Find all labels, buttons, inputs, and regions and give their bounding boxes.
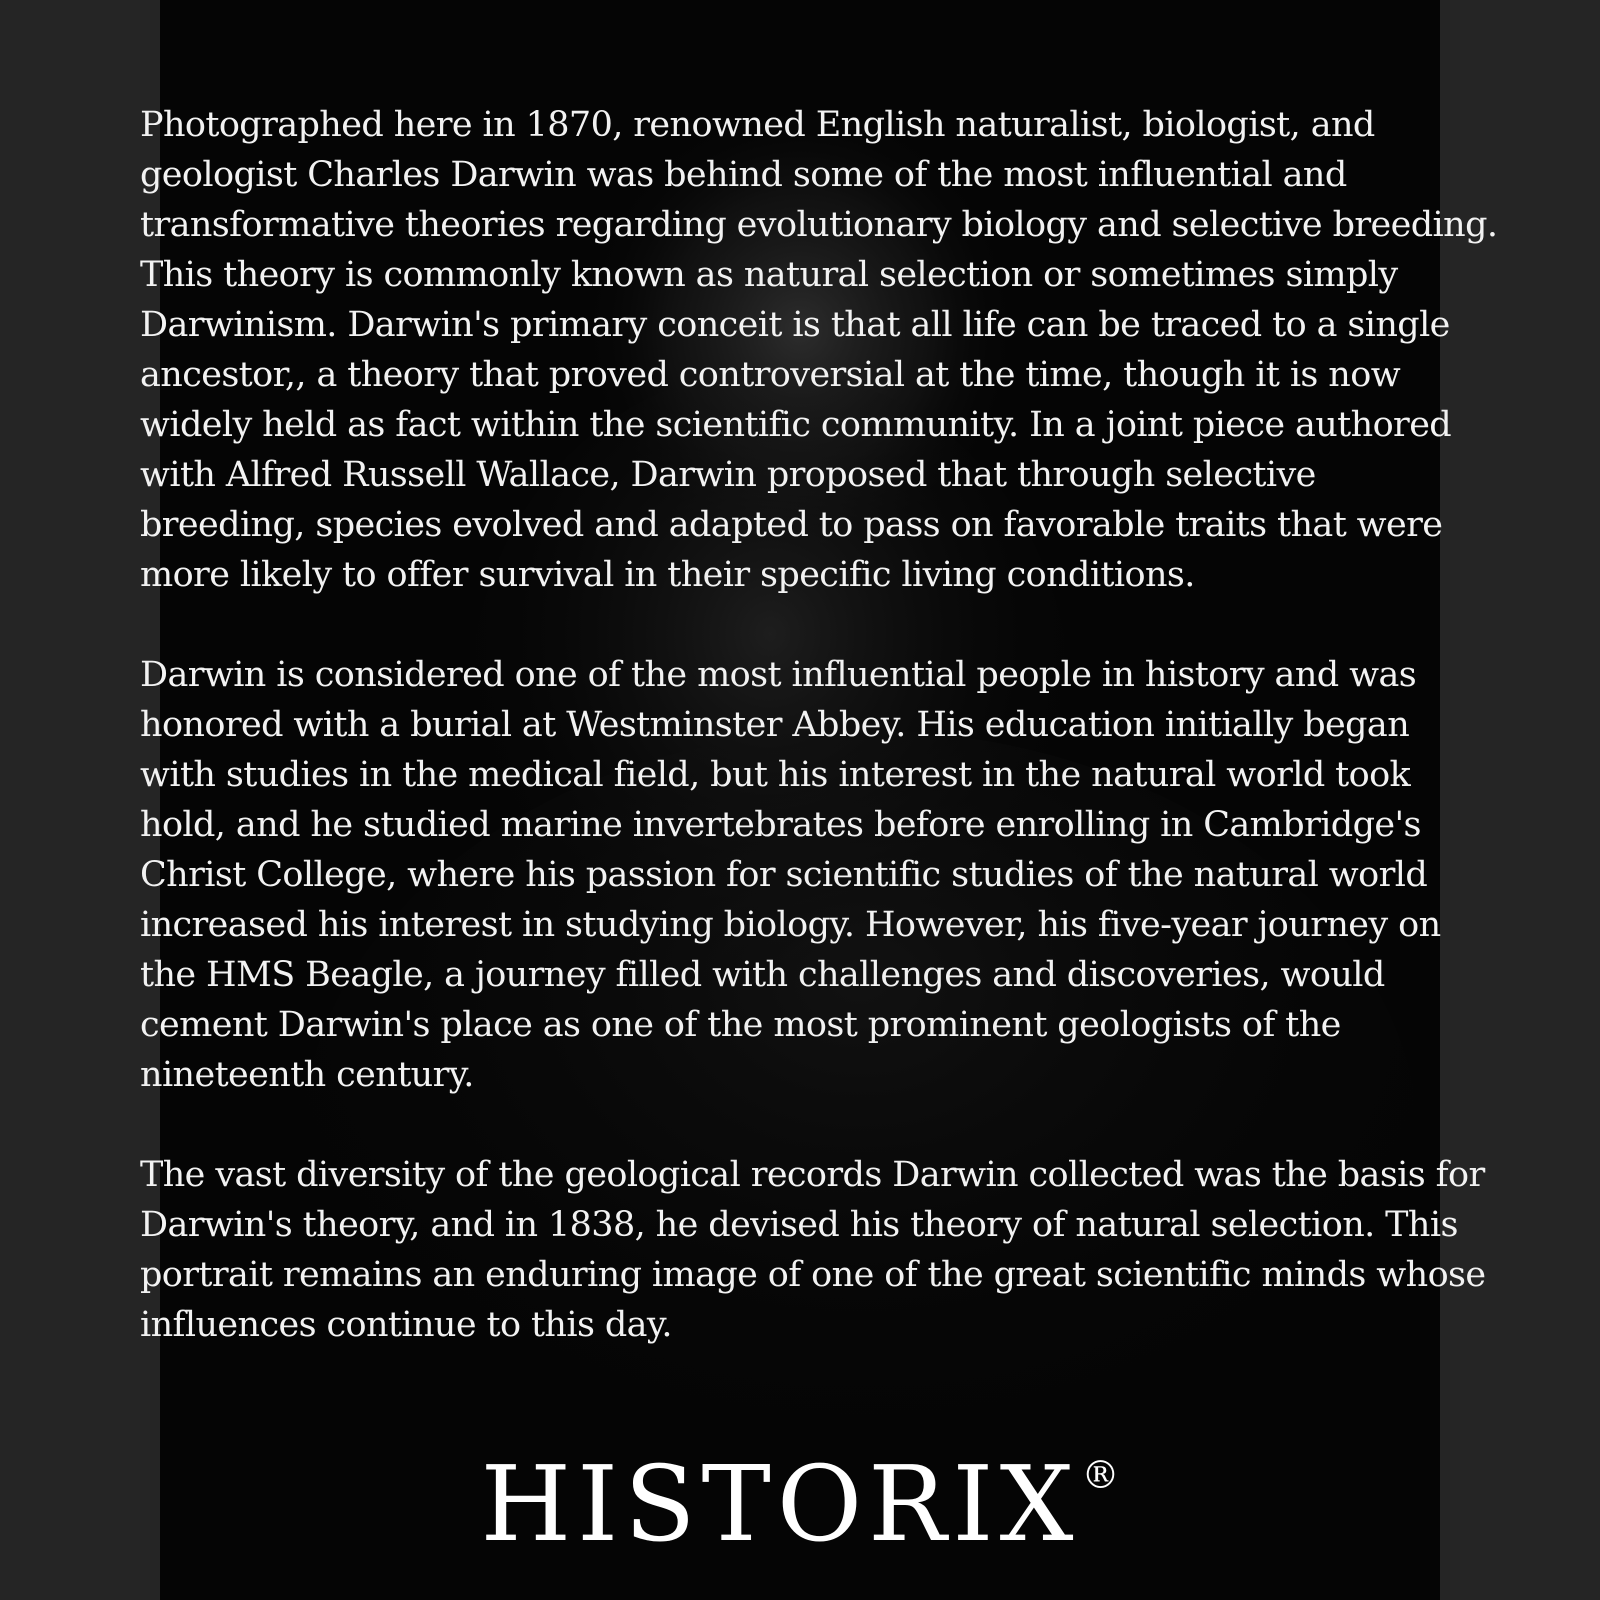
text-line: influences continue to this day.	[140, 1305, 672, 1345]
text-line: more likely to offer survival in their specific living conditions.	[140, 555, 1195, 595]
text-line: The vast diversity of the geological records Darwin collected was the basis for	[140, 1155, 1485, 1195]
registered-mark: ®	[1081, 1453, 1120, 1497]
text-line: Darwin is considered one of the most influential people in history and was	[140, 655, 1417, 695]
text-line: the HMS Beagle, a journey filled with challenges and discoveries, would	[140, 955, 1385, 995]
text-line: Photographed here in 1870, renowned English naturalist, biologist, and	[140, 105, 1375, 145]
text-line: Darwin's theory, and in 1838, he devised his theory of natural selection. This	[140, 1205, 1458, 1245]
text-line: portrait remains an enduring image of one of the great scientific minds whose	[140, 1255, 1486, 1295]
paragraph-1	[140, 100, 1498, 600]
text-line: cement Darwin's place as one of the most prominent geologists of the	[140, 1005, 1341, 1045]
text-line: geologist Charles Darwin was behind some of the most influential and	[140, 155, 1347, 195]
article-text	[140, 100, 1498, 1400]
text-line: This theory is commonly known as natural selection or sometimes simply	[140, 255, 1398, 295]
text-line: ancestor,, a theory that proved controversial at the time, though it is now	[140, 355, 1401, 395]
text-line: with studies in the medical field, but his interest in the natural world took	[140, 755, 1411, 795]
text-line: with Alfred Russell Wallace, Darwin proposed that through selective	[140, 455, 1316, 495]
text-line: hold, and he studied marine invertebrates before enrolling in Cambridge's	[140, 805, 1421, 845]
text-line: transformative theories regarding evolutionary biology and selective breeding.	[140, 205, 1498, 245]
text-line: honored with a burial at Westminster Abbey. His education initially began	[140, 705, 1410, 745]
text-line: breeding, species evolved and adapted to pass on favorable traits that were	[140, 505, 1443, 545]
text-line: Darwinism. Darwin's primary conceit is that all life can be traced to a single	[140, 305, 1450, 345]
logo-wordmark: HISTORIX	[480, 1443, 1080, 1565]
text-line: Christ College, where his passion for scientific studies of the natural world	[140, 855, 1428, 895]
paragraph-3	[140, 1150, 1486, 1350]
text-line: widely held as fact within the scientific community. In a joint piece authored	[140, 405, 1452, 445]
historix-logo	[0, 1420, 1600, 1565]
text-line: increased his interest in studying biology. However, his five-year journey on	[140, 905, 1441, 945]
text-line: nineteenth century.	[140, 1055, 474, 1095]
paragraph-2	[140, 650, 1460, 1100]
